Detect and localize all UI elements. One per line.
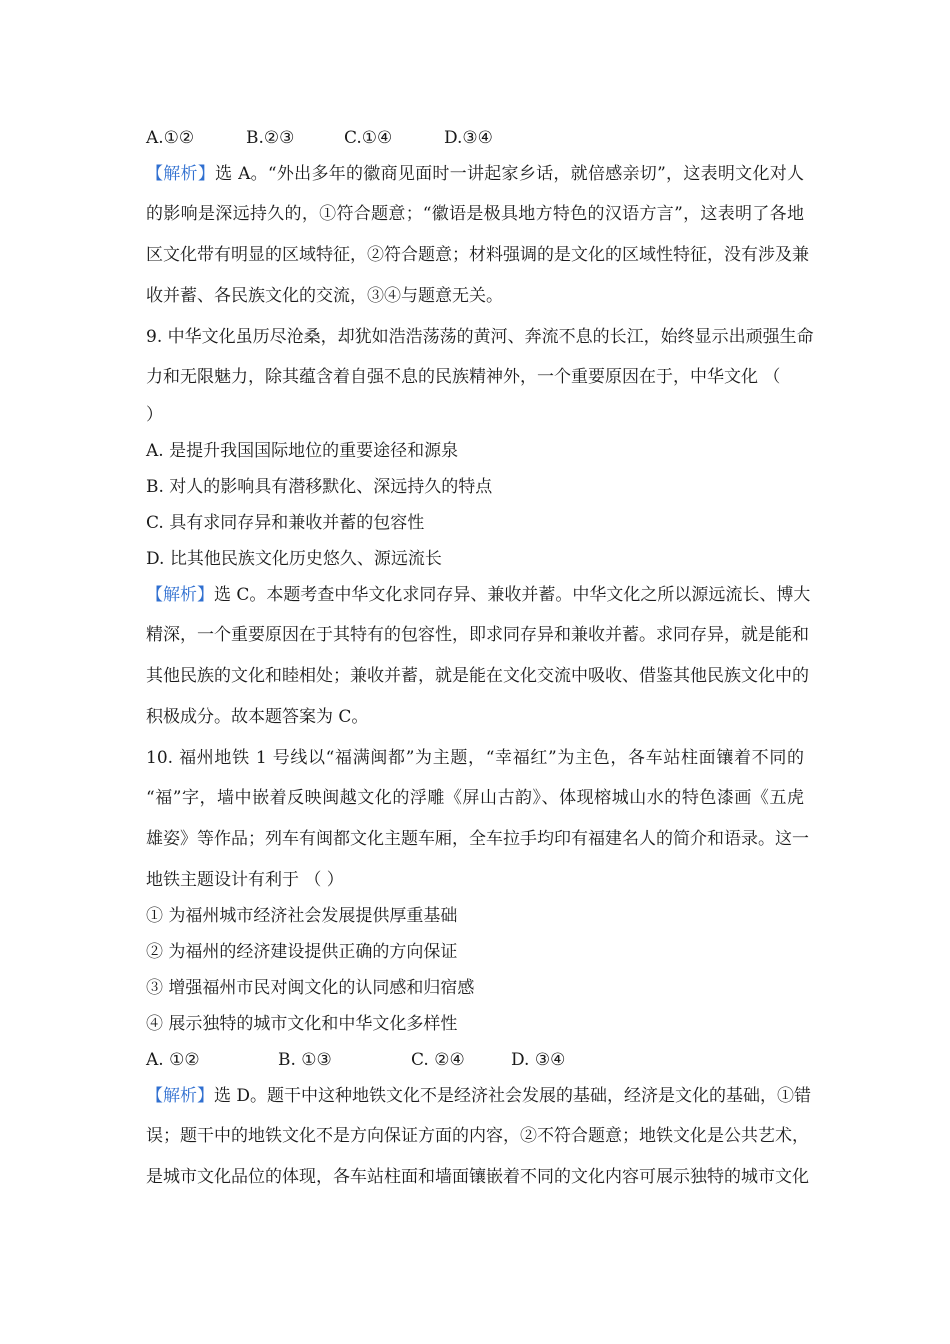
q8-analysis-line-3: 区文化带有明显的区域特征，②符合题意；材料强调的是文化的区域性特征，没有涉及兼 [146,245,809,265]
q9-option-c: C. 具有求同存异和兼收并蓄的包容性 [146,513,425,533]
q8-analysis-line-2: 的影响是深远持久的，①符合题意；“徽语是极具地方特色的汉语方言”，这表明了各地 [146,204,804,224]
q10-statement-4: ④ 展示独特的城市文化和中华文化多样性 [146,1014,458,1034]
q9-option-d: D. 比其他民族文化历史悠久、源远流长 [146,549,442,569]
q8-option-c: C.①④ [344,128,393,148]
q10-statement-1: ① 为福州城市经济社会发展提供厚重基础 [146,906,458,926]
q8-option-b: B.②③ [246,128,295,148]
q9-stem-line-3: ） [146,405,163,425]
analysis-tag: 【解析】 [146,1086,214,1106]
q9-option-b: B. 对人的影响具有潜移默化、深远持久的特点 [146,477,493,497]
q9-option-a: A. 是提升我国国际地位的重要途径和源泉 [146,441,459,461]
q9-analysis-line-4: 积极成分。故本题答案为 C。 [146,707,369,727]
q10-option-b: B. ①③ [278,1050,332,1070]
q10-statement-3: ③ 增强福州市民对闽文化的认同感和归宿感 [146,978,475,998]
q10-statement-2: ② 为福州的经济建设提供正确的方向保证 [146,942,458,962]
q10-stem-line-3: 雄姿》等作品；列车有闽都文化主题车厢，全车拉手均印有福建名人的简介和语录。这一 [146,829,809,849]
q10-option-c: C. ②④ [411,1050,465,1070]
q10-analysis-line-3: 是城市文化品位的体现，各车站柱面和墙面镶嵌着不同的文化内容可展示独特的城市文化 [146,1167,809,1187]
q10-stem-line-2: “福”字，墙中嵌着反映闽越文化的浮雕《屏山古韵》、体现榕城山水的特色漆画《五虎 [146,788,804,808]
q10-option-a: A. ①② [146,1050,200,1070]
q10-stem-line-1: 10. 福州地铁 1 号线以“福满闽都”为主题，“幸福红”为主色，各车站柱面镶着不同的 [146,748,804,768]
q8-option-d: D.③④ [444,128,493,148]
analysis-tag: 【解析】 [146,164,216,184]
q9-stem-line-2: 力和无限魅力，除其蕴含着自强不息的民族精神外，一个重要原因在于，中华文化 （ [146,367,781,387]
q10-stem-line-4: 地铁主题设计有利于 （ ） [146,870,344,890]
q9-analysis-line-2: 精深，一个重要原因在于其特有的包容性，即求同存异和兼收并蓄。求同存异，就是能和 [146,625,809,645]
analysis-tag: 【解析】 [146,585,214,605]
q8-option-a: A.①② [146,128,195,148]
q9-analysis-line-1: 【解析】选 C。本题考查中华文化求同存异、兼收并蓄。中华文化之所以源远流长、博大 [146,585,811,605]
q9-analysis-line-3: 其他民族的文化和睦相处；兼收并蓄，就是能在文化交流中吸收、借鉴其他民族文化中的 [146,666,809,686]
q10-option-d: D. ③④ [511,1050,566,1070]
q10-analysis-line-1: 【解析】选 D。题干中这种地铁文化不是经济社会发展的基础，经济是文化的基础，①错 [146,1086,812,1106]
q8-analysis-line-4: 收并蓄、各民族文化的交流，③④与题意无关。 [146,286,503,306]
q10-analysis-line-2: 误；题干中的地铁文化不是方向保证方面的内容，②不符合题意；地铁文化是公共艺术， [146,1126,809,1146]
q9-stem-line-1: 9. 中华文化虽历尽沧桑，却犹如浩浩荡荡的黄河、奔流不息的长江，始终显示出顽强生命 [146,327,814,347]
q8-analysis-line-1: 【解析】选 A。“外出多年的徽商见面时一讲起家乡话，就倍感亲切”，这表明文化对人 [146,164,805,184]
